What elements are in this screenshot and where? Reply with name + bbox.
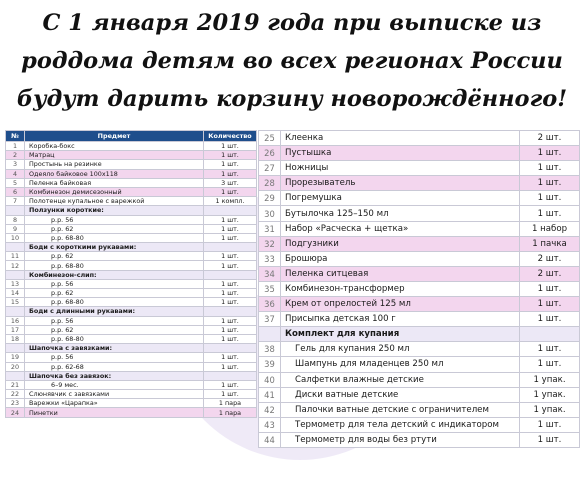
row-quantity: 1 упак. [520,387,580,402]
row-item: Пеленка байковая [25,178,204,187]
row-number [6,371,25,380]
row-number: 33 [259,251,281,266]
row-item: Пинетки [25,408,204,417]
row-item: р.р. 62 [25,224,204,233]
table-row [6,371,257,380]
table-row [259,387,580,402]
row-item: Комплект для купания [281,327,520,342]
table-row [6,298,257,307]
title-line-1: С 1 января 2019 года при выписке из [42,10,542,36]
row-quantity [520,327,580,342]
row-number [6,270,25,279]
row-quantity: 1 шт. [204,279,257,288]
row-item: Присыпка детская 100 г [281,312,520,327]
row-number: 10 [6,233,25,242]
row-number [6,307,25,316]
row-quantity: 3 шт. [204,178,257,187]
row-quantity: 1 шт. [204,215,257,224]
row-quantity: 1 шт. [204,390,257,399]
row-number [6,206,25,215]
row-number: 39 [259,357,281,372]
row-item: Слюнявчик с завязками [25,390,204,399]
row-quantity [204,243,257,252]
row-quantity: 2 шт. [520,266,580,281]
table-row [6,289,257,298]
row-item: Комбинезон демисезонный [25,187,204,196]
row-number: 13 [6,279,25,288]
row-item: Бутылочка 125–150 мл [281,206,520,221]
table-row [259,281,580,296]
header-number: № [6,131,25,142]
row-number: 21 [6,380,25,389]
table-row [6,316,257,325]
table-row [259,297,580,312]
row-quantity: 1 шт. [204,261,257,270]
title-line-2: роддома детям во всех регионах России [21,48,563,74]
row-number [259,327,281,342]
table-row [6,142,257,151]
row-quantity: 1 шт. [204,380,257,389]
table-header-row [6,131,257,142]
table-row [259,327,580,342]
row-item: Пеленка ситцевая [281,266,520,281]
table-row [6,390,257,399]
table-row [6,215,257,224]
row-quantity: 1 шт. [520,161,580,176]
table-row [259,266,580,281]
table-row [6,344,257,353]
row-quantity: 1 шт. [520,417,580,432]
row-quantity: 1 шт. [204,151,257,160]
table-row [259,402,580,417]
row-number: 24 [6,408,25,417]
row-number: 20 [6,362,25,371]
table-row [6,252,257,261]
row-number: 38 [259,342,281,357]
table-row [259,312,580,327]
table-row [6,353,257,362]
row-number: 35 [259,281,281,296]
table-row [259,191,580,206]
row-number: 28 [259,176,281,191]
row-number: 8 [6,215,25,224]
table-row [6,160,257,169]
table-row [6,325,257,334]
table-row [6,270,257,279]
row-item: Погремушка [281,191,520,206]
row-item: р.р. 56 [25,353,204,362]
row-number: 1 [6,142,25,151]
table-row [6,224,257,233]
table-row [6,399,257,408]
row-number: 34 [259,266,281,281]
row-number: 40 [259,372,281,387]
row-number: 41 [259,387,281,402]
row-quantity: 1 шт. [520,146,580,161]
row-quantity [204,307,257,316]
table-row [6,380,257,389]
row-number: 12 [6,261,25,270]
row-item: Ползунки короткие: [25,206,204,215]
row-quantity: 1 шт. [204,252,257,261]
row-number [6,344,25,353]
row-item: р.р. 68-80 [25,261,204,270]
row-item: Термометр для воды без ртути [281,432,520,447]
row-item: Матрац [25,151,204,160]
row-quantity: 1 шт. [520,281,580,296]
row-item: р.р. 56 [25,215,204,224]
header-item: Предмет [25,131,204,142]
table-row [6,151,257,160]
row-number: 31 [259,221,281,236]
row-number: 44 [259,432,281,447]
row-quantity: 1 шт. [204,362,257,371]
row-item: Шапочка с завязками: [25,344,204,353]
row-quantity: 2 шт. [520,251,580,266]
row-number: 16 [6,316,25,325]
table-row [6,334,257,343]
row-item: Комбинезон-трансформер [281,281,520,296]
table-row [6,197,257,206]
row-item: р.р. 56 [25,279,204,288]
row-number: 4 [6,169,25,178]
row-quantity: 1 шт. [204,289,257,298]
table-row [259,206,580,221]
table-row [259,251,580,266]
row-item: Набор «Расческа + щетка» [281,221,520,236]
row-item: р.р. 68-80 [25,233,204,242]
row-quantity: 1 пара [204,399,257,408]
row-item: Прорезыватель [281,176,520,191]
row-number: 18 [6,334,25,343]
row-number: 15 [6,298,25,307]
row-item: Боди с длинными рукавами: [25,307,204,316]
table-row [259,146,580,161]
row-item: Крем от опрелостей 125 мл [281,297,520,312]
row-quantity: 1 шт. [204,160,257,169]
row-quantity: 1 упак. [520,372,580,387]
row-item: Полотенце купальное с варежкой [25,197,204,206]
row-number: 22 [6,390,25,399]
row-quantity: 1 набор [520,221,580,236]
row-item: р.р. 62-68 [25,362,204,371]
row-item: Шапочка без завязок: [25,371,204,380]
row-item: Термометр для тела детский с индикатором [281,417,520,432]
row-item: Брошюра [281,251,520,266]
table-row [259,176,580,191]
row-quantity: 1 пара [204,408,257,417]
row-quantity: 1 шт. [520,206,580,221]
table-row [259,357,580,372]
row-item: р.р. 68-80 [25,334,204,343]
row-item: р.р. 62 [25,289,204,298]
row-number: 29 [259,191,281,206]
table-row [6,408,257,417]
row-quantity: 1 шт. [204,224,257,233]
table-row [6,261,257,270]
table-row [259,372,580,387]
row-item: Пустышка [281,146,520,161]
table-row [6,169,257,178]
row-quantity: 1 шт. [204,298,257,307]
table-row [259,342,580,357]
row-quantity: 1 шт. [520,432,580,447]
table-row [6,362,257,371]
row-number: 43 [259,417,281,432]
row-quantity: 1 шт. [204,353,257,362]
row-quantity: 1 шт. [520,357,580,372]
row-number: 11 [6,252,25,261]
row-item: р.р. 68-80 [25,298,204,307]
row-number: 23 [6,399,25,408]
row-quantity: 2 шт. [520,131,580,146]
row-number: 2 [6,151,25,160]
row-number: 26 [259,146,281,161]
row-quantity: 1 шт. [520,342,580,357]
row-item: 6–9 мес. [25,380,204,389]
row-item: Гель для купания 250 мл [281,342,520,357]
row-number: 3 [6,160,25,169]
row-item: Палочки ватные детские с ограничителем [281,402,520,417]
row-number: 37 [259,312,281,327]
row-number: 14 [6,289,25,298]
table-row [259,417,580,432]
row-item: р.р. 56 [25,316,204,325]
page-title [0,4,584,118]
row-number: 27 [259,161,281,176]
row-quantity: 1 шт. [520,297,580,312]
row-number: 19 [6,353,25,362]
row-number: 42 [259,402,281,417]
row-quantity: 1 шт. [204,325,257,334]
row-quantity: 1 шт. [204,233,257,242]
row-quantity [204,344,257,353]
row-number: 25 [259,131,281,146]
items-table-right [258,130,580,448]
row-quantity: 1 шт. [520,176,580,191]
table-row [259,236,580,251]
row-quantity: 1 шт. [520,191,580,206]
table-row [6,233,257,242]
table-row [6,307,257,316]
row-quantity: 1 упак. [520,402,580,417]
row-item: Диски ватные детские [281,387,520,402]
table-row [6,187,257,196]
table-row [6,279,257,288]
row-item: Ножницы [281,161,520,176]
row-item: Подгузники [281,236,520,251]
row-number: 36 [259,297,281,312]
row-quantity: 1 шт. [520,312,580,327]
row-item: Шампунь для младенцев 250 мл [281,357,520,372]
row-number: 17 [6,325,25,334]
row-number: 7 [6,197,25,206]
table-row [6,178,257,187]
row-item: Салфетки влажные детские [281,372,520,387]
title-line-3: будут дарить корзину новорождённого! [16,86,568,112]
row-item: Варежки «Царапка» [25,399,204,408]
row-quantity: 1 компл. [204,197,257,206]
row-quantity [204,270,257,279]
row-number [6,243,25,252]
row-number: 5 [6,178,25,187]
row-item: Одеяло байковое 100х118 [25,169,204,178]
table-row [259,161,580,176]
row-item: р.р. 62 [25,252,204,261]
table-row [259,221,580,236]
row-quantity: 1 шт. [204,316,257,325]
header-quantity: Количество [204,131,257,142]
row-quantity: 1 шт. [204,334,257,343]
table-row [6,206,257,215]
table-row [259,131,580,146]
row-item: р.р. 62 [25,325,204,334]
row-item: Комбинезон-слип: [25,270,204,279]
row-number: 9 [6,224,25,233]
row-number: 6 [6,187,25,196]
row-quantity: 1 пачка [520,236,580,251]
row-quantity [204,206,257,215]
row-number: 32 [259,236,281,251]
row-quantity [204,371,257,380]
row-quantity: 1 шт. [204,142,257,151]
table-row [6,243,257,252]
row-quantity: 1 шт. [204,187,257,196]
row-item: Боди с короткими рукавами: [25,243,204,252]
row-number: 30 [259,206,281,221]
row-item: Простынь на резинке [25,160,204,169]
row-quantity: 1 шт. [204,169,257,178]
row-item: Коробка-бокс [25,142,204,151]
table-row [259,432,580,447]
row-item: Клеенка [281,131,520,146]
items-table-left [5,130,257,418]
